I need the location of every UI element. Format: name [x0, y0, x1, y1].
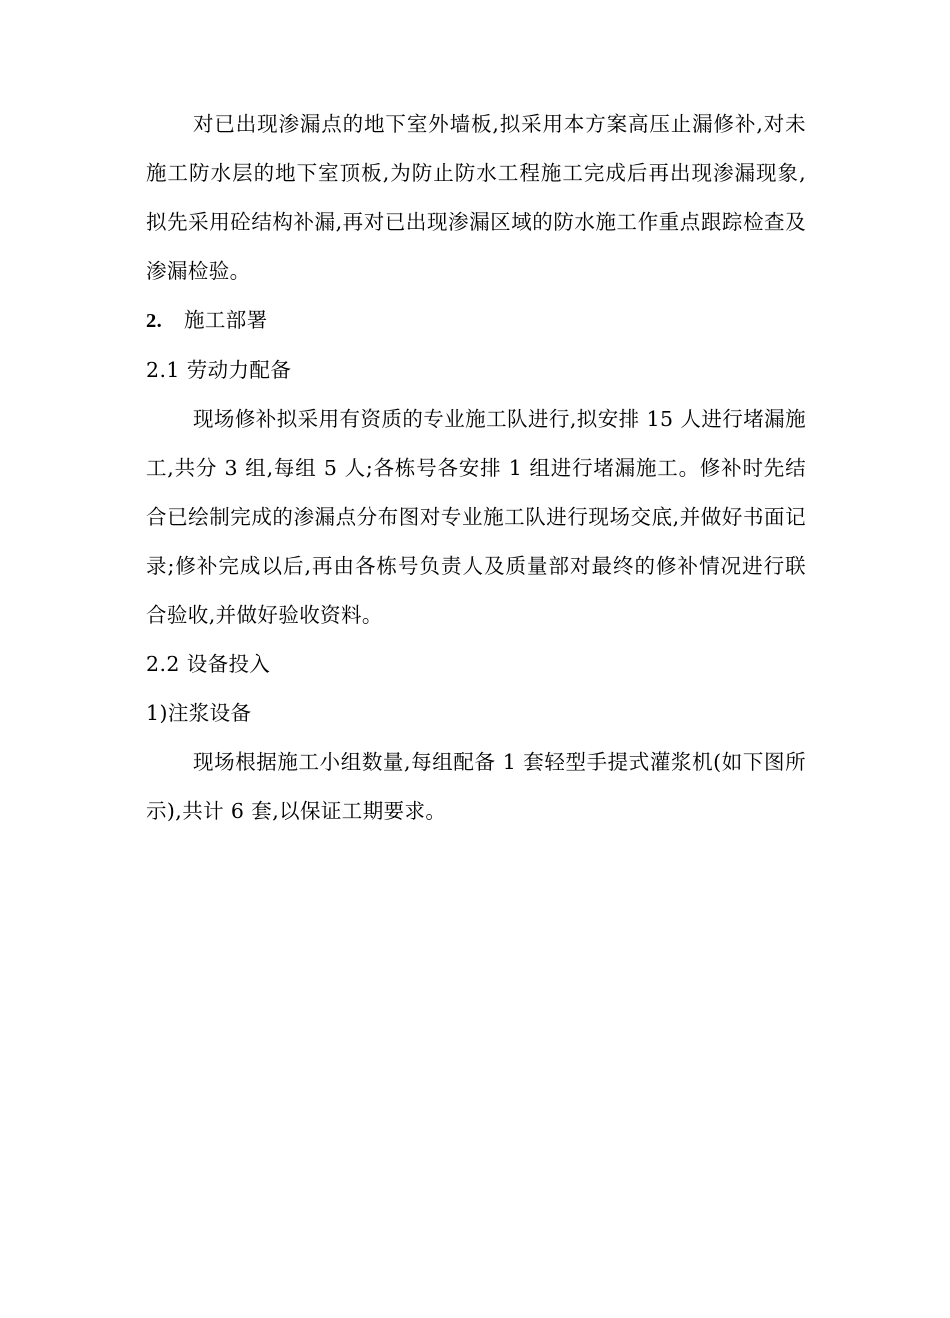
subsection-heading-2-1: 2.1 劳动力配备: [146, 358, 292, 382]
equipment-paragraph: 现场根据施工小组数量,每组配备 1 套轻型手提式灌浆机(如下图所示),共计 6 套,以保证工期要求。: [146, 750, 806, 823]
section-heading-2: [146, 296, 806, 346]
subsection-heading-2-2: 2.2 设备投入: [146, 652, 271, 676]
labor-paragraph: 现场修补拟采用有资质的专业施工队进行,拟安排 15 人进行堵漏施工,共分 3 组,每组 5 人;各栋号各安排 1 组进行堵漏施工。修补时先结合已绘制完成的渗漏点分布图对专业施工队进行现场交底,并做好书面记录;修补完成以后,再由各栋号负责人及质量部对最终的修补情况进行联合验收,并做好验收资料。: [146, 407, 806, 627]
section-number: 2.: [146, 310, 163, 332]
intro-paragraph: 对已出现渗漏点的地下室外墙板,拟采用本方案高压止漏修补,对未施工防水层的地下室顶板,为防止防水工程施工完成后再出现渗漏现象,拟先采用砼结构补漏,再对已出现渗漏区域的防水施工作重点跟踪检查及渗漏检验。: [146, 112, 806, 283]
section-title: 施工部署: [184, 308, 268, 332]
item-heading-grouting-equipment: 1)注浆设备: [146, 701, 252, 725]
document-page: [146, 100, 806, 836]
